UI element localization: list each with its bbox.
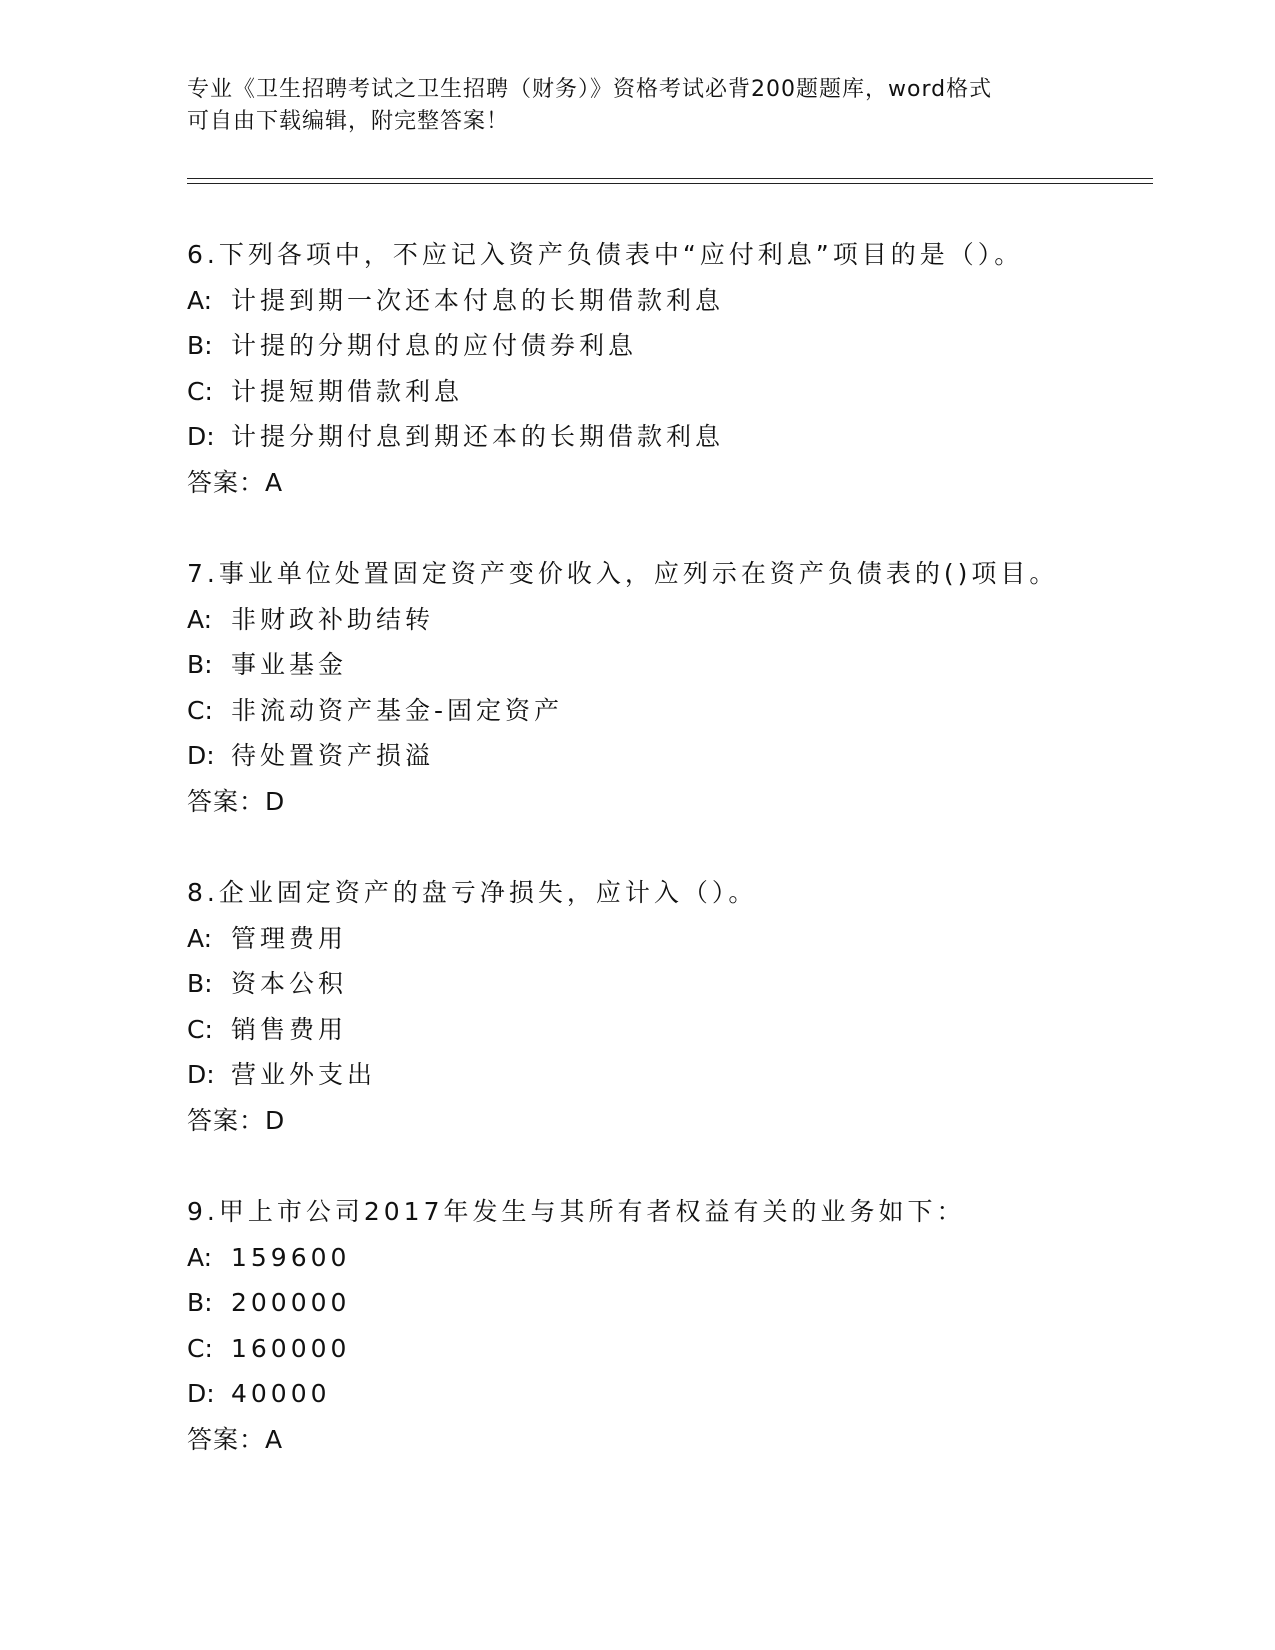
answer-line: 答案：A: [187, 467, 284, 497]
option-letter: C:: [187, 1014, 213, 1044]
option-letter: B:: [187, 331, 213, 360]
option-text: 待处置资产损溢: [231, 741, 435, 770]
header-divider-bottom: [187, 183, 1153, 184]
option-letter: C:: [187, 695, 213, 725]
option-text: 计提的分期付息的应付债券利息: [231, 331, 638, 360]
question-7: [187, 551, 1147, 824]
option-d: [187, 414, 1147, 460]
question-8: [187, 870, 1147, 1143]
option-text: 营业外支出: [231, 1060, 377, 1089]
header-line-1: 专业《卫生招聘考试之卫生招聘（财务）》资格考试必背200题题库，word格式: [187, 77, 993, 102]
question-stem: 7.事业单位处置固定资产变价收入，应列示在资产负债表的()项目。: [187, 559, 1059, 588]
document-header: [187, 74, 1087, 138]
option-letter: A:: [187, 604, 213, 634]
option-letter: A:: [187, 285, 213, 315]
question-stem: 8.企业固定资产的盘亏净损失，应计入（）。: [187, 878, 758, 907]
option-text: 非流动资产基金-固定资产: [231, 695, 564, 725]
option-d: [187, 1052, 1147, 1098]
header-divider-top: [187, 178, 1153, 179]
header-line-2: 可自由下载编辑，附完整答案！: [187, 109, 510, 134]
option-letter: D:: [187, 741, 215, 770]
option-b: [187, 961, 1147, 1007]
option-c: [187, 369, 1147, 415]
option-a: [187, 1235, 1147, 1281]
option-d: [187, 733, 1147, 779]
option-letter: A:: [187, 923, 213, 953]
answer-line: 答案：A: [187, 1424, 284, 1454]
option-text: 159600: [231, 1242, 351, 1272]
option-text: 非财政补助结转: [231, 604, 435, 634]
option-b: [187, 323, 1147, 369]
answer-line: 答案：D: [187, 1105, 286, 1135]
question-stem: 9.甲上市公司2017年发生与其所有者权益有关的业务如下：: [187, 1197, 966, 1226]
option-letter: A:: [187, 1242, 213, 1272]
option-letter: B:: [187, 969, 213, 998]
option-text: 管理费用: [231, 923, 348, 953]
option-letter: C:: [187, 376, 213, 406]
option-letter: D:: [187, 422, 215, 451]
option-d: [187, 1371, 1147, 1417]
option-c: [187, 688, 1147, 734]
option-letter: C:: [187, 1333, 213, 1363]
option-text: 事业基金: [231, 650, 348, 679]
option-a: [187, 916, 1147, 962]
option-text: 40000: [231, 1379, 331, 1408]
option-letter: D:: [187, 1060, 215, 1089]
question-9: [187, 1189, 1147, 1462]
option-text: 160000: [231, 1333, 351, 1363]
option-text: 计提到期一次还本付息的长期借款利息: [231, 285, 725, 315]
option-text: 计提短期借款利息: [231, 376, 464, 406]
option-c: [187, 1326, 1147, 1372]
option-text: 销售费用: [231, 1014, 348, 1044]
answer-line: 答案：D: [187, 786, 286, 816]
option-a: [187, 278, 1147, 324]
option-a: [187, 597, 1147, 643]
option-b: [187, 642, 1147, 688]
option-text: 计提分期付息到期还本的长期借款利息: [231, 422, 725, 451]
option-letter: D:: [187, 1379, 215, 1408]
option-b: [187, 1280, 1147, 1326]
option-c: [187, 1007, 1147, 1053]
question-stem: 6.下列各项中，不应记入资产负债表中“应付利息”项目的是（）。: [187, 240, 1024, 269]
option-text: 资本公积: [231, 969, 348, 998]
option-text: 200000: [231, 1288, 351, 1317]
question-6: [187, 232, 1147, 505]
option-letter: B:: [187, 1288, 213, 1317]
option-letter: B:: [187, 650, 213, 679]
